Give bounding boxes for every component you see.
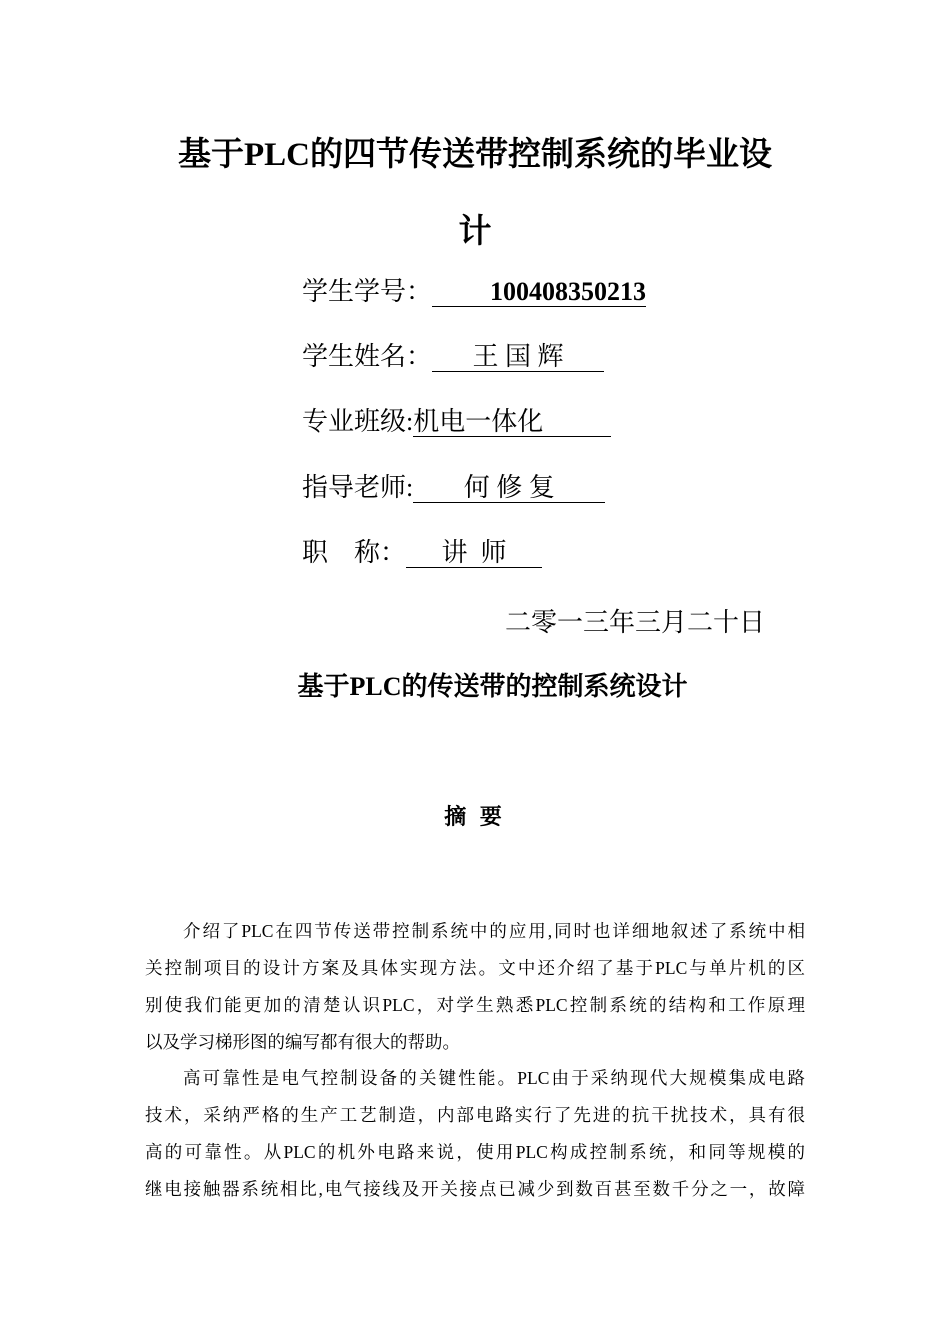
abstract-line: 关控制项目的设计方案及具体实现方法。文中还介绍了基于PLC与单片机的区	[145, 958, 805, 978]
advisor-value: 何 修 复	[413, 474, 605, 503]
submission-date: 二零一三年三月二十日	[505, 608, 766, 637]
job-title-value: 讲 师	[406, 539, 542, 568]
abstract-line: 技术，采纳严格的生产工艺制造，内部电路实行了先进的抗干扰技术，具有很	[145, 1105, 805, 1125]
abstract-line: 高可靠性是电气控制设备的关键性能。PLC由于采纳现代大规模集成电路	[183, 1068, 805, 1088]
info-row-student-name	[302, 340, 604, 374]
subtitle: 基于PLC的传送带的控制系统设计	[297, 672, 688, 701]
class-value: 机电一体化	[413, 408, 611, 437]
info-row-class	[302, 405, 611, 439]
abstract-line: 高的可靠性。从PLC的机外电路来说，使用PLC构成控制系统，和同等规模的	[145, 1142, 805, 1162]
abstract-heading: 摘 要	[444, 804, 506, 829]
student-id-label: 学生学号：	[302, 277, 433, 306]
thesis-title-line-1: 基于PLC的四节传送带控制系统的毕业设	[178, 137, 772, 173]
job-title-label: 职 称：	[302, 538, 407, 567]
abstract-line: 别使我们能更加的清楚认识PLC，对学生熟悉PLC控制系统的结构和工作原理	[145, 995, 805, 1015]
abstract-line: 以及学习梯形图的编写都有很大的帮助。	[145, 1032, 460, 1052]
info-row-student-id	[302, 275, 646, 309]
student-id-value: 100408350213	[432, 278, 646, 307]
abstract-line: 介绍了PLC在四节传送带控制系统中的应用,同时也详细地叙述了系统中相	[183, 921, 805, 941]
student-name-value: 王 国 辉	[432, 343, 604, 372]
thesis-title-line-2: 计	[458, 214, 492, 250]
class-label: 专业班级:	[302, 407, 414, 436]
info-row-advisor	[302, 471, 605, 505]
advisor-label: 指导老师:	[302, 473, 414, 502]
student-name-label: 学生姓名：	[302, 342, 433, 371]
abstract-line: 继电接触器系统相比,电气接线及开关接点已减少到数百甚至数千分之一，故障	[145, 1179, 805, 1199]
info-row-title	[302, 536, 542, 570]
